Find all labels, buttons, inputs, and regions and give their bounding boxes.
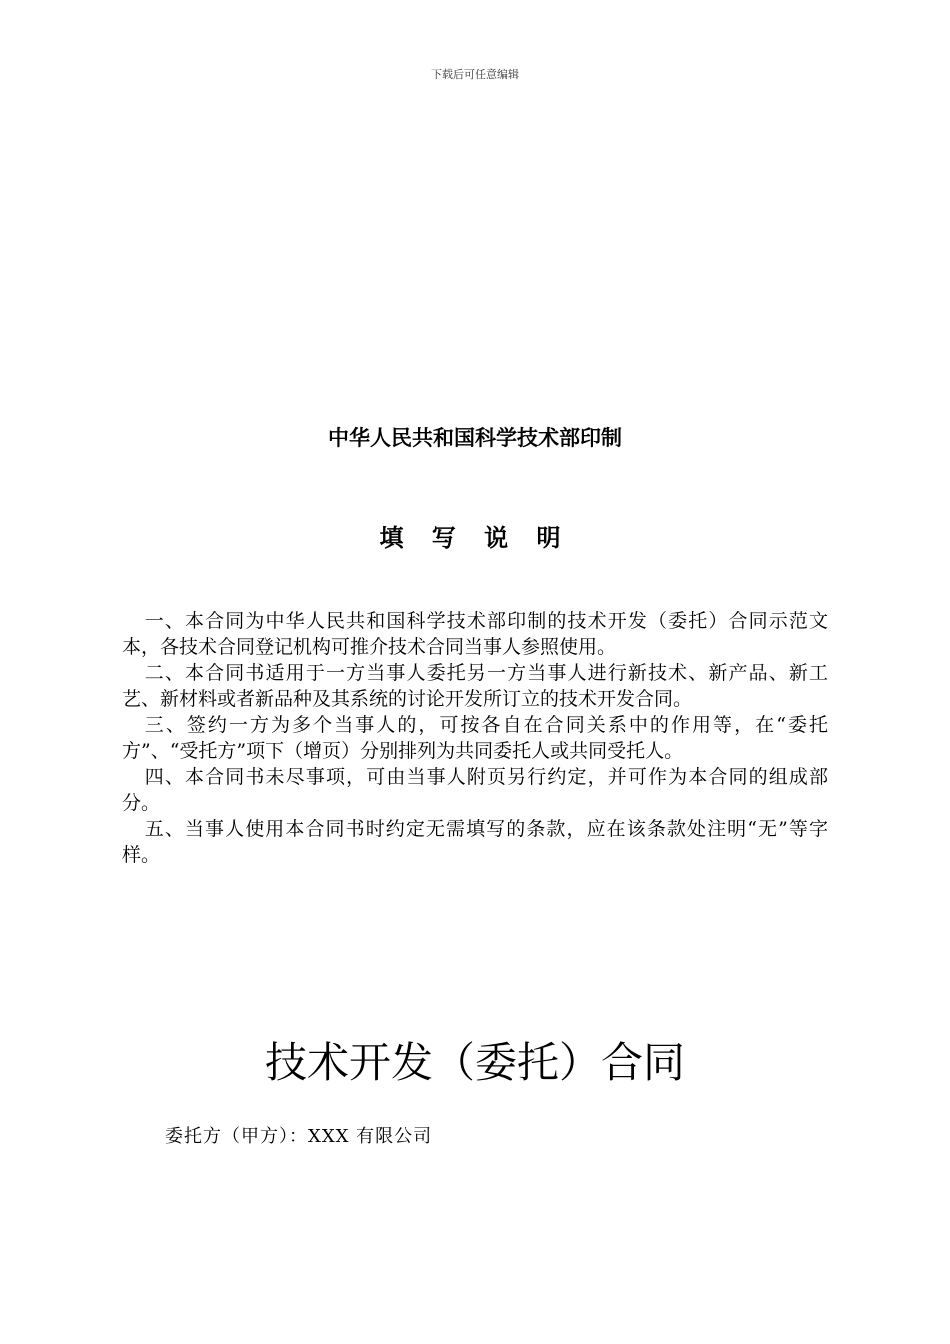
instruction-item: 一、本合同为中华人民共和国科学技术部印制的技术开发（委托）合同示范文本，各技术合同登记机构可推介技术合同当事人参照使用。 [122, 610, 828, 658]
client-party-line [165, 1122, 432, 1148]
instruction-item: 五、当事人使用本合同书时约定无需填写的条款，应在该条款处注明“无”等字样。 [122, 818, 828, 866]
instruction-item: 三、签约一方为多个当事人的，可按各自在合同关系中的作用等，在“委托方”、“受托方”项下（增页）分别排列为共同委托人或共同受托人。 [122, 714, 828, 762]
instructions-title: 填 写 说 明 [379, 524, 571, 552]
instruction-item: 二、本合同书适用于一方当事人委托另一方当事人进行新技术、新产品、新工艺、新材料或者新品种及其系统的讨论开发所订立的技术开发合同。 [122, 662, 828, 710]
instruction-item: 四、本合同书未尽事项，可由当事人附页另行约定，并可作为本合同的组成部分。 [122, 766, 828, 814]
instructions-list [122, 608, 828, 868]
issuer-line: 中华人民共和国科学技术部印制 [328, 426, 622, 450]
header-note: 下载后可任意编辑 [431, 68, 519, 81]
client-label: 委托方（甲方）： [165, 1126, 308, 1147]
client-name: XXX 有限公司 [308, 1126, 433, 1147]
contract-title: 技术开发（委托）合同 [264, 1038, 685, 1087]
